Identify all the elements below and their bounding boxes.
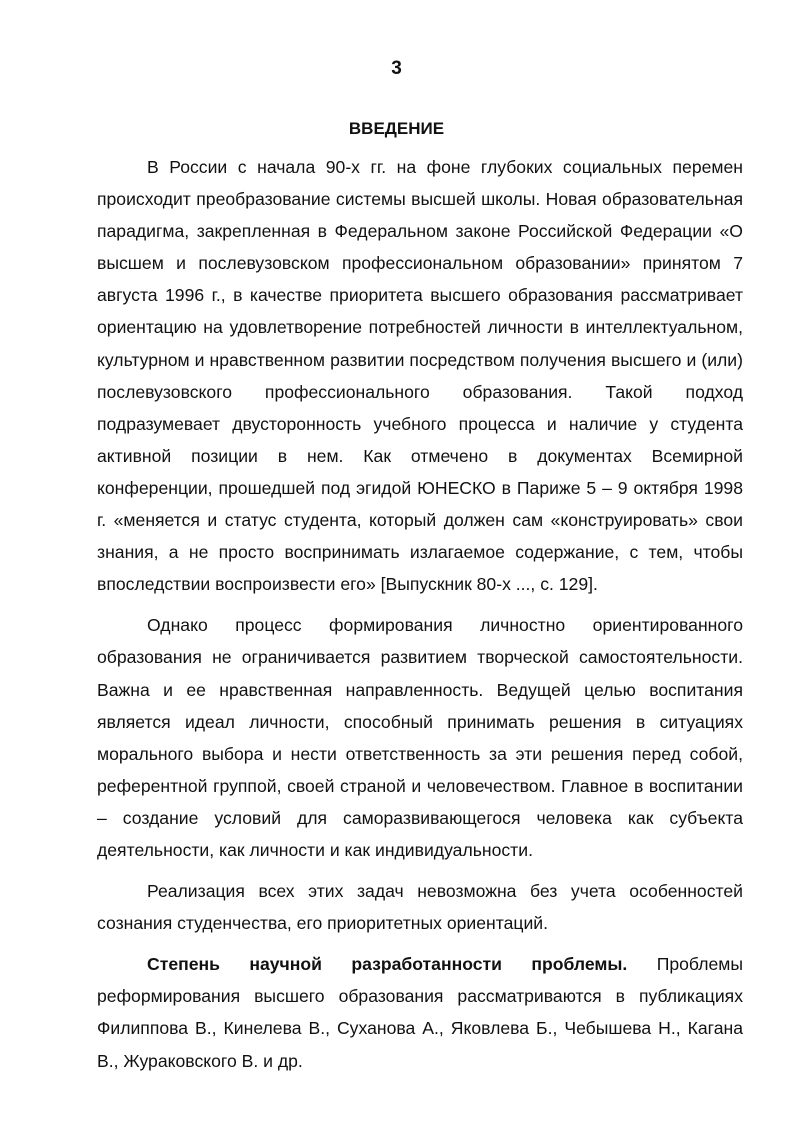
body-text <box>97 151 743 1077</box>
paragraph-3: Реализация всех этих задач невозможна без учета особенностей сознания студенчества, его приоритетных ориентаций. <box>97 881 743 934</box>
section-heading: ВВЕДЕНИЕ <box>348 119 445 138</box>
paragraph-1: В России с начала 90-х гг. на фоне глубоких социальных перемен происходит преобразование системы высшей школы. Новая образовательная парадигма, закрепленная в Федеральном законе Российской Федерации «О высшем и послевузовском профессиональном образовании» принятом 7 августа 1996 г., в качестве приоритета высшего образования рассматривает ориентацию на удовлетворение потребностей личности в интеллектуальном, культурном и нравственном развитии посредством получения высшего и (или) послевузовского профессионального образования. Такой подход подразумевает двусторонность учебного процесса и наличие у студента активной позиции в нем. Как отмечено в документах Всемирной конференции, прошедшей под эгидой ЮНЕСКО в Париже 5 – 9 октября 1998 г. «меняется и статус студента, который должен сам «конструировать» свои знания, а не просто воспринимать излагаемое содержание, с тем, чтобы впоследствии воспроизвести его» [Выпускник 80-х ..., с. 129]. <box>97 157 743 595</box>
paragraph-4 <box>97 948 743 1076</box>
paragraph-4-text: Проблемы реформирования высшего образования рассматриваются в публикациях Филиппова В., Кинелева В., Суханова А., Яковлева Б., Чебышева Н., Кагана В., Жураковского В. и др. <box>97 954 744 1071</box>
paragraph-4-lead: Степень научной разработанности проблемы. <box>147 954 628 975</box>
page-number: 3 <box>391 58 402 79</box>
paragraph-2: Однако процесс формирования личностно ориентированного образования не ограничивается развитием творческой самостоятельности. Важна и ее нравственная направленность. Ведущей целью воспитания является идеал личности, способный принимать решения в ситуациях морального выбора и нести ответственность за эти решения перед собой, референтной группой, своей страной и человечеством. Главное в воспитании – создание условий для саморазвивающегося человека как субъекта деятельности, как личности и как индивидуальности. <box>97 615 743 860</box>
